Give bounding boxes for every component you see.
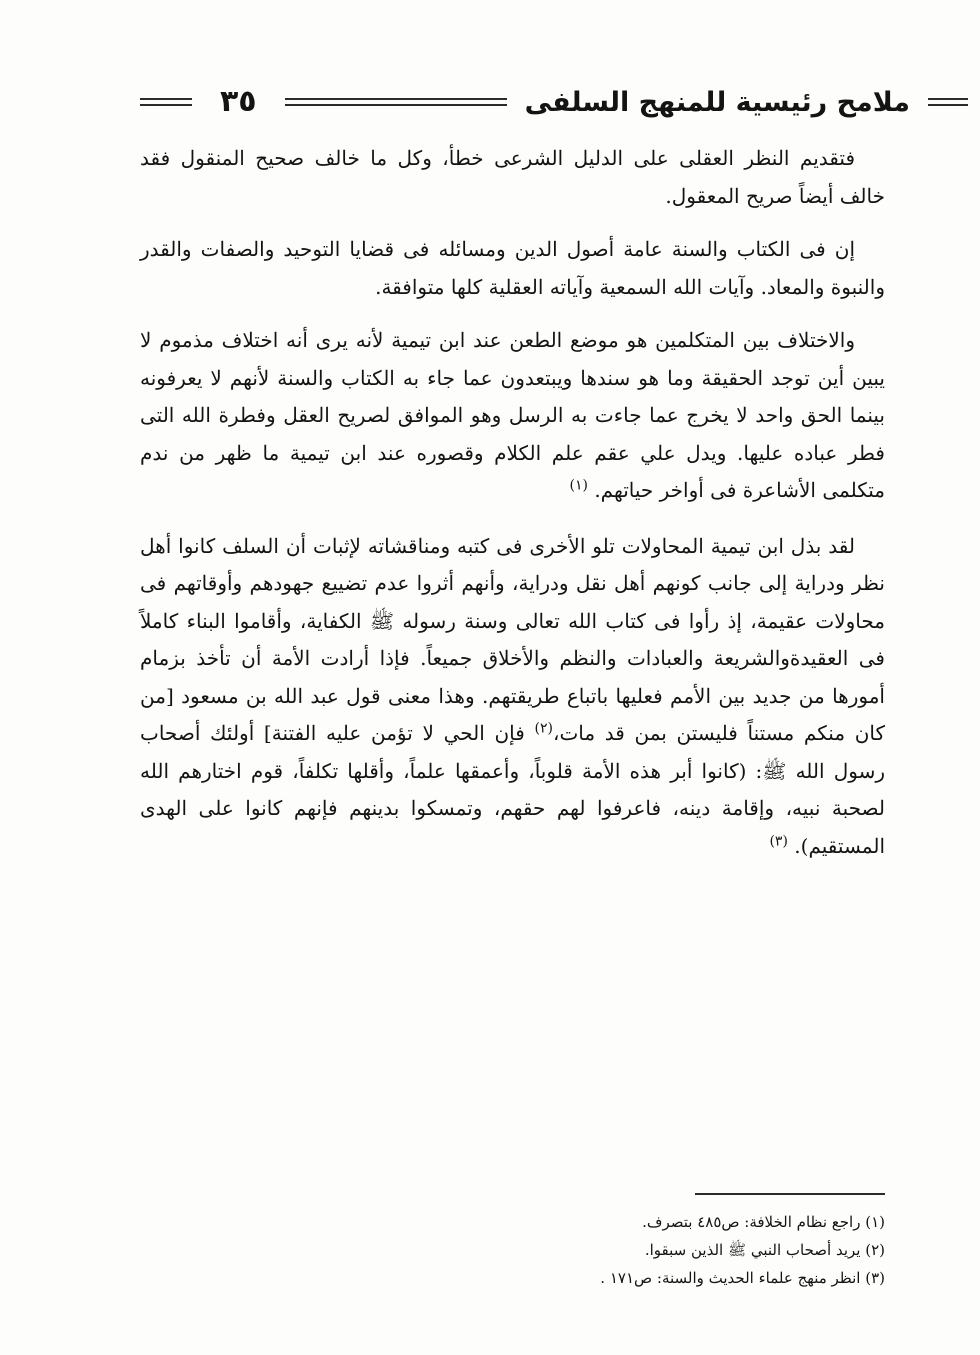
footnote-3: (٣) انظر منهج علماء الحديث والسنة: ص١٧١ . <box>600 1269 885 1287</box>
paragraph-4 <box>140 528 885 866</box>
footnote-1: (١) راجع نظام الخلافة: ص٤٨٥ بتصرف. <box>642 1213 885 1231</box>
paragraph-4-text-a: لقد بذل ابن تيمية المحاولات تلو الأخرى فى كتبه ومناقشاته لإثبات أن السلف كانوا أهل نظر ودراية إلى جانب كونهم أهل نقل ودراية، وأنهم أثروا عدم تضييع جهودهم وأوقاتهم فى محاولات عقيمة، إذ رأوا فى كتاب الله تعالى وسنة رسوله ﷺ الكفاية، وأقاموا البناء كاملاً فى العقيدةوالشريعة والعبادات والنظم والأخلاق جميعاً. فإذا أرادت الأمة أن تأخذ بزمام أمورها من جديد بين الأمم فعليها باتباع طريقتهم. وهذا معنى قول عبد الله بن مسعود [من كان منكم مستناً فليستن بمن قد مات، <box>140 533 886 745</box>
footnote-separator <box>695 1193 885 1195</box>
paragraph-3-text: والاختلاف بين المتكلمين هو موضع الطعن عند ابن تيمية لأنه يرى أنه اختلاف مذموم لا يبين أين توجد الحقيقة وما هو سندها ويبتعدون عما جاء به الكتاب والسنة لأنهم لا يعرفونه بينما الحق واحد لا يخرج عما جاءت به الرسل وهو الموافق لصريح العقل وفطرة الله التى فطر عباده عليها. ويدل علي عقم علم الكلام وقصوره عند ابن تيمية ما ظهر من ندم متكلمى الأشاعرة فى أواخر حياتهم. <box>140 328 885 502</box>
paragraph-1-text: فتقديم النظر العقلى على الدليل الشرعى خطأ، وكل ما خالف صحيح المنقول فقد خالف أيضاً صريح المعقول. <box>140 146 885 208</box>
paragraph-2-text: إن فى الكتاب والسنة عامة أصول الدين ومسائله فى قضايا التوحيد والصفات والقدر والنبوة والمعاد. وآيات الله السمعية وآياته العقلية كلها متوافقة. <box>140 237 885 299</box>
body-text <box>140 140 885 883</box>
paragraph-1 <box>140 140 885 215</box>
footnotes <box>365 1208 885 1292</box>
paragraph-2 <box>140 231 885 306</box>
footnote-ref-3: (٣) <box>769 832 788 849</box>
running-title: ملامح رئيسية للمنهج السلفى <box>524 86 910 118</box>
header-rule-middle <box>285 98 507 106</box>
paragraph-4-text-b: فإن الحي لا تؤمن عليه الفتنة] أولئك أصحاب رسول الله ﷺ: (كانوا أبر هذه الأمة قلوباً، وأعمقها علماً، وأقلها تكلفاً، قوم اختارهم الله لصحبة نبيه، وإقامة دينه، فاعرفوا لهم حقهم، وتمسكوا بدينهم فإنهم كانوا على الهدى المستقيم). <box>140 721 885 858</box>
header-rule-right <box>928 98 968 106</box>
page-number: ٣٥ <box>220 84 257 119</box>
footnote-ref-1: (١) <box>569 477 588 494</box>
header-rule-left <box>140 98 192 106</box>
running-header <box>140 80 910 124</box>
footnote-2: (٢) يريد أصحاب النبي ﷺ الذين سبقوا. <box>644 1241 885 1259</box>
footnote-ref-2: (٢) <box>534 720 553 737</box>
paragraph-3 <box>140 322 885 510</box>
